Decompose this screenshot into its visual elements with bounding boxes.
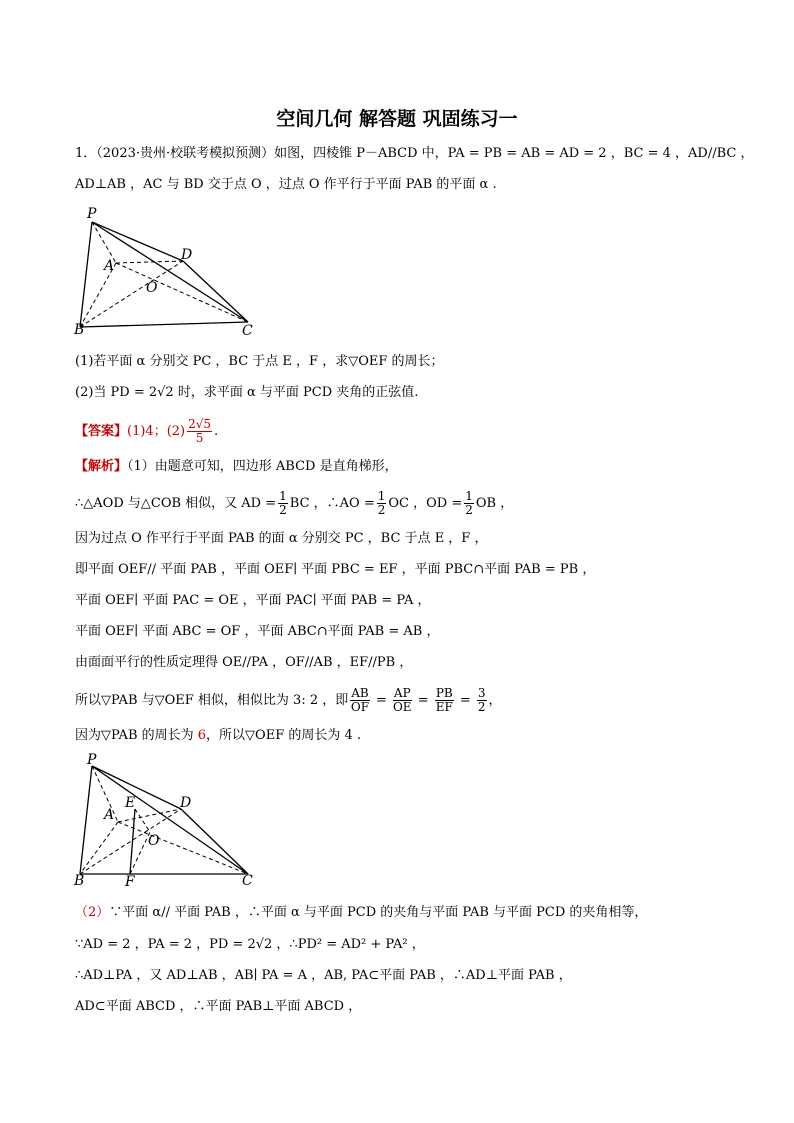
analysis-part2-line-3: ∴AD⊥PA ，又 AD⊥AB ，AB∣ PA = A ，AB, PA⊂平面 PAB ，∴AD⊥平面 PAB ， <box>75 968 572 983</box>
question-2: (2)当 PD = 2√2 时，求平面 α 与平面 PCD 夹角的正弦值. <box>75 385 419 400</box>
page-title: 空间几何 解答题 巩固练习一 <box>276 108 518 130</box>
answer-fraction: $\frac{2√5}{5}$ <box>188 417 212 445</box>
edge-PB <box>80 222 92 327</box>
edge-PD <box>92 222 183 261</box>
question-1: (1)若平面 α 分别交 PC ，BC 于点 E ，F ，求▽OEF 的周长； <box>75 354 444 369</box>
label-P: P <box>87 206 97 222</box>
label-D: D <box>181 247 193 263</box>
label-B: B <box>74 322 85 338</box>
analysis-part2-line-2: ∵AD = 2 ，PA = 2 ，PD = 2√2 ，∴PD² = AD² + PA² ， <box>75 937 425 952</box>
label-E: E <box>125 795 136 811</box>
label-A: A <box>104 807 115 823</box>
analysis-part2-line-1: （2）∵平面 α// 平面 PAB ，∴平面 α 与平面 PCD 的夹角与平面 PAB 与平面 PCD 的夹角相等， <box>75 905 648 920</box>
analysis-line-3: 因为过点 O 作平行于平面 PAB 的面 α 分别交 PC ，BC 于点 E ，F ， <box>75 531 488 546</box>
analysis-line-1: 【解析】（1）由题意可知，四边形 ABCD 是直角梯形， <box>75 459 398 474</box>
analysis-line-5: 平面 OEF∣ 平面 PAC = OE ，平面 PAC∣ 平面 PAB = PA ， <box>75 593 431 608</box>
edge-AD <box>116 261 183 263</box>
edge-BC <box>80 322 248 327</box>
edge-PA <box>92 222 116 263</box>
analysis-line-8: 所以▽PAB 与▽OEF 相似，相似比为 3: 2 ，即 $\frac{AB}{OF}$ = $\frac{AP}{OE}$ = $\frac{PB}{EF}$ = $\frac{3}{2}$ ， <box>75 686 502 714</box>
label-F: F <box>125 874 135 890</box>
pyramid-figure-1 <box>70 200 270 340</box>
label-O: O <box>146 280 158 296</box>
edge-AC <box>116 263 248 322</box>
answer-line: 【答案】(1)4；(2) $\frac{2√5}{5}$ . <box>75 417 219 445</box>
edge-AB <box>80 822 118 874</box>
analysis-line-7: 由面面平行的性质定理得 OE//PA ，OF//AB ，EF//PB ， <box>75 655 413 670</box>
edge-EO <box>135 809 150 832</box>
answer-tag: 【答案】 <box>75 424 128 439</box>
edge-PC <box>92 222 248 322</box>
label-C: C <box>242 873 253 889</box>
analysis-part2-line-4: AD⊂平面 ABCD ，∴平面 PAB⊥平面 ABCD ， <box>75 999 362 1014</box>
edge-DC <box>183 261 248 322</box>
analysis-tag: 【解析】 <box>75 459 128 474</box>
edge-AC <box>118 822 248 874</box>
analysis-line-9: 因为▽PAB 的周长为 6，所以▽OEF 的周长为 4 . <box>75 728 362 743</box>
analysis-line-6: 平面 OEF∣ 平面 ABC = OF ，平面 ABC∩平面 PAB = AB ， <box>75 624 440 639</box>
edge-DC <box>181 809 248 874</box>
edge-PB <box>80 766 92 874</box>
pyramid-figure-2 <box>70 752 270 892</box>
label-P: P <box>87 752 97 768</box>
answer-text: (1)4；(2) <box>127 424 186 439</box>
problem-line-2: AD⊥AB ，AC 与 BD 交于点 O ，过点 O 作平行于平面 PAB 的平面 α . <box>75 177 497 192</box>
label-B: B <box>74 873 85 889</box>
label-O: O <box>148 833 160 849</box>
analysis-line-4: 即平面 OEF// 平面 PAB ，平面 OEF∣ 平面 PBC = EF ，平面 PBC∩平面 PAB = PB ， <box>75 562 596 577</box>
label-D: D <box>180 795 192 811</box>
problem-line-1: 1．（2023·贵州·校联考模拟预测）如图，四棱锥 P－ABCD 中，PA = PB = AB = AD = 2 ，BC = 4 ，AD//BC ， <box>75 146 754 161</box>
label-A: A <box>104 258 115 274</box>
analysis-line-2: ∴△AOD 与△COB 相似，又 AD = $\frac{1}{2}$ BC ，∴AO = $\frac{1}{2}$ OC ，OD = $\frac{1}{2}$ OB ， <box>75 489 514 517</box>
edge-PD <box>92 766 181 809</box>
label-C: C <box>242 323 253 339</box>
edge-PC <box>92 766 248 874</box>
